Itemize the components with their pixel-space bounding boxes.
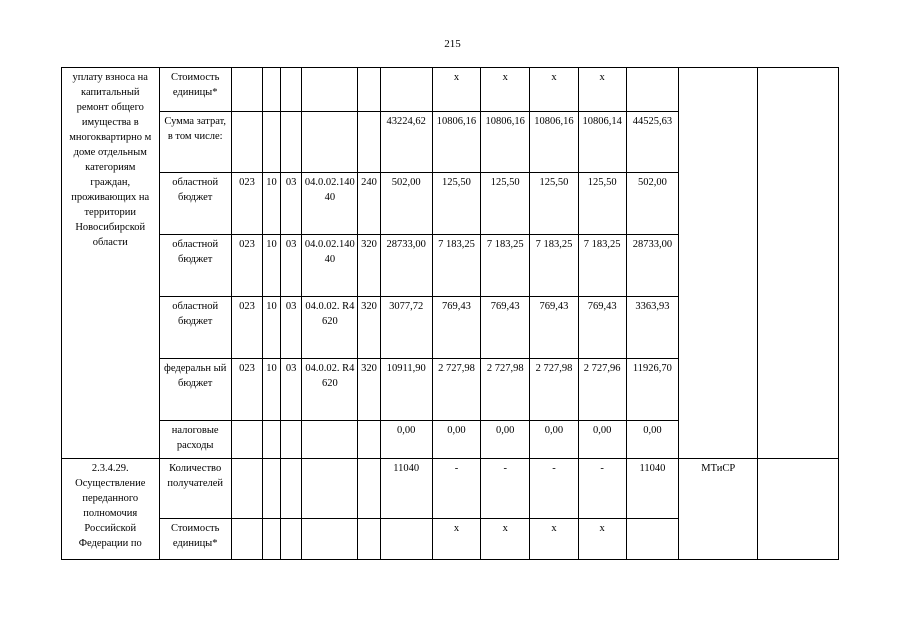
rz-cell bbox=[263, 68, 281, 112]
budget-table bbox=[61, 67, 839, 560]
csr-cell bbox=[302, 68, 358, 112]
pr-cell bbox=[281, 519, 302, 560]
sum-cell: 44525,63 bbox=[626, 112, 678, 173]
indicator-cell: областной бюджет bbox=[159, 297, 231, 359]
vr-cell: 320 bbox=[358, 235, 380, 297]
grbs-cell bbox=[231, 421, 262, 459]
grbs-cell: 023 bbox=[231, 359, 262, 421]
y2-cell: 0,00 bbox=[481, 421, 530, 459]
pr-cell bbox=[281, 112, 302, 173]
csr-cell: 04.0.02.14040 bbox=[302, 235, 358, 297]
grbs-cell bbox=[231, 459, 262, 519]
y3-cell: 0,00 bbox=[530, 421, 578, 459]
csr-cell: 04.0.02.14040 bbox=[302, 173, 358, 235]
y4-cell: 0,00 bbox=[578, 421, 626, 459]
rz-cell: 10 bbox=[263, 359, 281, 421]
y4-cell: 125,50 bbox=[578, 173, 626, 235]
sum-cell: 0,00 bbox=[626, 421, 678, 459]
y2-cell: 2 727,98 bbox=[481, 359, 530, 421]
y4-cell: x bbox=[578, 68, 626, 112]
y1-cell: 0,00 bbox=[432, 421, 480, 459]
table-row bbox=[62, 68, 839, 112]
y2-cell: 125,50 bbox=[481, 173, 530, 235]
pr-cell: 03 bbox=[281, 173, 302, 235]
y3-cell: 769,43 bbox=[530, 297, 578, 359]
indicator-cell: Сумма затрат, в том числе: bbox=[159, 112, 231, 173]
grbs-cell: 023 bbox=[231, 235, 262, 297]
sum-cell: 3363,93 bbox=[626, 297, 678, 359]
y1-cell: 125,50 bbox=[432, 173, 480, 235]
total-cell: 10911,90 bbox=[380, 359, 432, 421]
grbs-cell: 023 bbox=[231, 297, 262, 359]
pr-cell: 03 bbox=[281, 297, 302, 359]
vr-cell bbox=[358, 459, 380, 519]
csr-cell bbox=[302, 459, 358, 519]
y2-cell: 7 183,25 bbox=[481, 235, 530, 297]
csr-cell bbox=[302, 112, 358, 173]
vr-cell: 320 bbox=[358, 359, 380, 421]
y4-cell: - bbox=[578, 459, 626, 519]
y2-cell: 769,43 bbox=[481, 297, 530, 359]
total-cell bbox=[380, 519, 432, 560]
y1-cell: - bbox=[432, 459, 480, 519]
rz-cell bbox=[263, 112, 281, 173]
result-cell bbox=[758, 68, 839, 459]
vr-cell bbox=[358, 421, 380, 459]
total-cell: 43224,62 bbox=[380, 112, 432, 173]
pr-cell bbox=[281, 68, 302, 112]
result-cell bbox=[758, 459, 839, 560]
sum-cell bbox=[626, 68, 678, 112]
y4-cell: 7 183,25 bbox=[578, 235, 626, 297]
rz-cell bbox=[263, 459, 281, 519]
y3-cell: x bbox=[530, 68, 578, 112]
vr-cell bbox=[358, 112, 380, 173]
y1-cell: x bbox=[432, 519, 480, 560]
y1-cell: 10806,16 bbox=[432, 112, 480, 173]
y2-cell: x bbox=[481, 68, 530, 112]
csr-cell: 04.0.02. R4620 bbox=[302, 359, 358, 421]
y2-cell: - bbox=[481, 459, 530, 519]
y3-cell: x bbox=[530, 519, 578, 560]
rz-cell: 10 bbox=[263, 297, 281, 359]
total-cell: 28733,00 bbox=[380, 235, 432, 297]
total-cell: 502,00 bbox=[380, 173, 432, 235]
pr-cell: 03 bbox=[281, 359, 302, 421]
rz-cell bbox=[263, 421, 281, 459]
pr-cell bbox=[281, 459, 302, 519]
executor-cell: МТиСР bbox=[679, 459, 758, 560]
indicator-cell: Стоимость единицы* bbox=[159, 68, 231, 112]
sum-cell: 502,00 bbox=[626, 173, 678, 235]
y1-cell: 7 183,25 bbox=[432, 235, 480, 297]
y1-cell: x bbox=[432, 68, 480, 112]
indicator-cell: федеральн ый бюджет bbox=[159, 359, 231, 421]
rz-cell: 10 bbox=[263, 235, 281, 297]
y2-cell: 10806,16 bbox=[481, 112, 530, 173]
pr-cell bbox=[281, 421, 302, 459]
grbs-cell bbox=[231, 112, 262, 173]
vr-cell: 320 bbox=[358, 297, 380, 359]
executor-cell bbox=[679, 68, 758, 459]
table-body bbox=[62, 68, 839, 560]
vr-cell bbox=[358, 519, 380, 560]
indicator-cell: налоговые расходы bbox=[159, 421, 231, 459]
sum-cell: 11926,70 bbox=[626, 359, 678, 421]
page-number: 215 bbox=[444, 38, 461, 50]
y4-cell: x bbox=[578, 519, 626, 560]
sum-cell bbox=[626, 519, 678, 560]
y1-cell: 769,43 bbox=[432, 297, 480, 359]
indicator-cell: областной бюджет bbox=[159, 173, 231, 235]
measure-name-cell: уплату взноса на капитальный ремонт общего имущества в многоквартирно м доме отдельным категориям граждан, проживающих на территории Новосибирской области bbox=[62, 68, 160, 459]
y3-cell: 7 183,25 bbox=[530, 235, 578, 297]
total-cell: 3077,72 bbox=[380, 297, 432, 359]
csr-cell: 04.0.02. R4620 bbox=[302, 297, 358, 359]
grbs-cell bbox=[231, 68, 262, 112]
indicator-cell: Количество получателей bbox=[159, 459, 231, 519]
vr-cell bbox=[358, 68, 380, 112]
csr-cell bbox=[302, 519, 358, 560]
indicator-cell: областной бюджет bbox=[159, 235, 231, 297]
y3-cell: - bbox=[530, 459, 578, 519]
total-cell: 0,00 bbox=[380, 421, 432, 459]
y4-cell: 10806,14 bbox=[578, 112, 626, 173]
y2-cell: x bbox=[481, 519, 530, 560]
y4-cell: 2 727,96 bbox=[578, 359, 626, 421]
csr-cell bbox=[302, 421, 358, 459]
grbs-cell: 023 bbox=[231, 173, 262, 235]
y3-cell: 2 727,98 bbox=[530, 359, 578, 421]
y3-cell: 125,50 bbox=[530, 173, 578, 235]
rz-cell bbox=[263, 519, 281, 560]
total-cell bbox=[380, 68, 432, 112]
table-row bbox=[62, 459, 839, 519]
rz-cell: 10 bbox=[263, 173, 281, 235]
indicator-cell: Стоимость единицы* bbox=[159, 519, 231, 560]
measure-name-cell: 2.3.4.29. Осуществление переданного полномочия Российской Федерации по bbox=[62, 459, 160, 560]
sum-cell: 28733,00 bbox=[626, 235, 678, 297]
y1-cell: 2 727,98 bbox=[432, 359, 480, 421]
vr-cell: 240 bbox=[358, 173, 380, 235]
total-cell: 11040 bbox=[380, 459, 432, 519]
sum-cell: 11040 bbox=[626, 459, 678, 519]
y4-cell: 769,43 bbox=[578, 297, 626, 359]
pr-cell: 03 bbox=[281, 235, 302, 297]
y3-cell: 10806,16 bbox=[530, 112, 578, 173]
grbs-cell bbox=[231, 519, 262, 560]
